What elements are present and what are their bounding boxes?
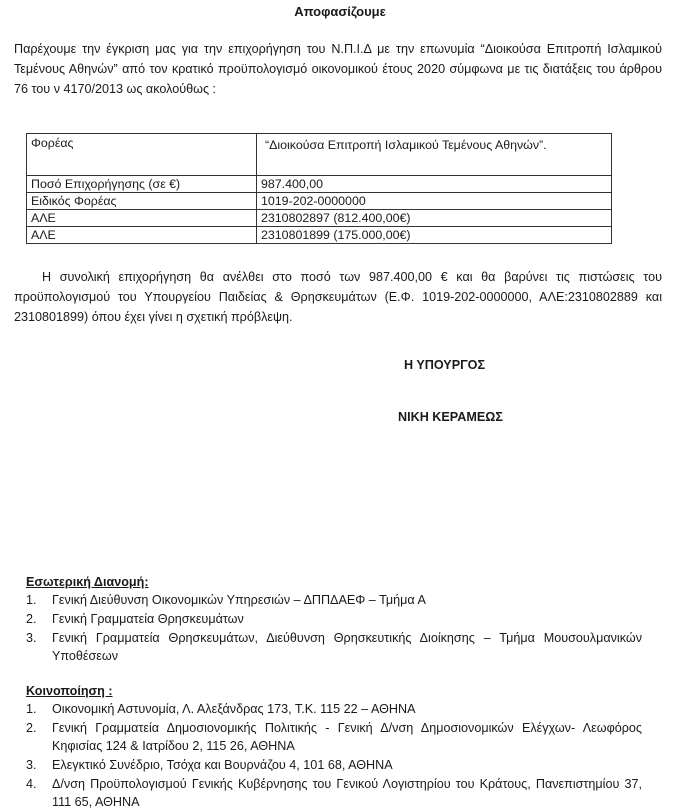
list-item-number: 3. xyxy=(26,631,37,645)
decision-title: Αποφασίζουμε xyxy=(294,4,386,19)
list-item-text: Ελεγκτικό Συνέδριο, Τσόχα και Βουρνάζου 4, 101 68, ΑΘΗΝΑ xyxy=(52,758,393,772)
table-cell-value: 2310802897 (812.400,00€) xyxy=(257,210,612,227)
summary-paragraph: Η συνολική επιχορήγηση θα ανέλθει στο ποσό των 987.400,00 € και θα βαρύνει τις πιστώσεις του προϋπολογισμού του Υπουργείου Παιδείας & Θρησκευμάτων (Ε.Φ. 1019-202-0000000, ΑΛΕ:2310802889 και 2310801899) όπου έχει γίνει η σχετική πρόβλεψη. xyxy=(14,270,662,324)
list-item-text: Δ/νση Προϋπολογισμού Γενικής Κυβέρνησης του Γενικού Λογιστηρίου του Κράτους, Πανεπιστημίου 37, 111 65, ΑΘΗΝΑ xyxy=(52,777,642,809)
list-item-number: 4. xyxy=(26,777,37,791)
table-row xyxy=(27,134,612,176)
table-row xyxy=(27,227,612,244)
internal-distribution-heading: Εσωτερική Διανομή: xyxy=(26,575,149,589)
table-row xyxy=(27,176,612,193)
notification-section xyxy=(26,682,642,812)
signature-name: ΝΙΚΗ ΚΕΡΑΜΕΩΣ xyxy=(398,410,503,424)
list-item xyxy=(26,591,642,609)
list-item xyxy=(26,610,642,628)
list-item-number: 1. xyxy=(26,702,37,716)
list-item xyxy=(26,756,642,774)
internal-distribution xyxy=(26,573,642,666)
list-item-number: 2. xyxy=(26,612,37,626)
list-item-text: Γενική Γραμματεία Θρησκευμάτων xyxy=(52,612,244,626)
signature-role: Η ΥΠΟΥΡΓΟΣ xyxy=(404,358,486,372)
intro-paragraph: Παρέχουμε την έγκριση μας για την επιχορήγηση του Ν.Π.Ι.Δ με την επωνυμία “Διοικούσα Επιτροπή Ισλαμικού Τεμένους Αθηνών” από τον κρατικό προϋπολογισμό οικονομικού έτους 2020 σύμφωνα με τις διατάξεις του άρθρου 76 του ν 4170/2013 ως ακολούθως : xyxy=(14,42,662,96)
table-cell-value: 987.400,00 xyxy=(257,176,612,193)
list-item-number: 3. xyxy=(26,758,37,772)
list-item-text: Γενική Γραμματεία Θρησκευμάτων, Διεύθυνση Θρησκευτικής Διοίκησης – Τμήμα Μουσουλμανικών Υποθέσεων xyxy=(52,631,642,663)
notification-heading: Κοινοποίηση : xyxy=(26,684,113,698)
list-item xyxy=(26,700,642,718)
table-cell-value: 1019-202-0000000 xyxy=(257,193,612,210)
list-item xyxy=(26,629,642,665)
table-cell-label: Ειδικός Φορέας xyxy=(27,193,257,210)
table-row xyxy=(27,210,612,227)
list-item-text: Γενική Γραμματεία Δημοσιονομικής Πολιτικής - Γενική Δ/νση Δημοσιονομικών Ελέγχων- Λεωφόρος Κηφισίας 124 & Ιατρίδου 2, 115 26, ΑΘΗΝΑ xyxy=(52,721,642,753)
list-item xyxy=(26,775,642,811)
list-item-text: Γενική Διεύθυνση Οικονομικών Υπηρεσιών – ΔΠΠΔΑΕΦ – Τμήμα Α xyxy=(52,593,426,607)
table-cell-value: “Διοικούσα Επιτροπή Ισλαμικού Τεμένους Αθηνών”. xyxy=(257,134,612,176)
table-cell-label: ΑΛΕ xyxy=(27,210,257,227)
table-cell-label: Φορέας xyxy=(27,134,257,176)
internal-distribution-list xyxy=(26,591,642,665)
grant-table xyxy=(26,133,612,244)
list-item-number: 2. xyxy=(26,721,37,735)
list-item xyxy=(26,719,642,755)
notification-list xyxy=(26,700,642,811)
table-row xyxy=(27,193,612,210)
list-item-number: 1. xyxy=(26,593,37,607)
list-item-text: Οικονομική Αστυνομία, Λ. Αλεξάνδρας 173, Τ.Κ. 115 22 – ΑΘΗΝΑ xyxy=(52,702,416,716)
table-cell-label: Ποσό Επιχορήγησης (σε €) xyxy=(27,176,257,193)
table-cell-label: ΑΛΕ xyxy=(27,227,257,244)
table-cell-value: 2310801899 (175.000,00€) xyxy=(257,227,612,244)
